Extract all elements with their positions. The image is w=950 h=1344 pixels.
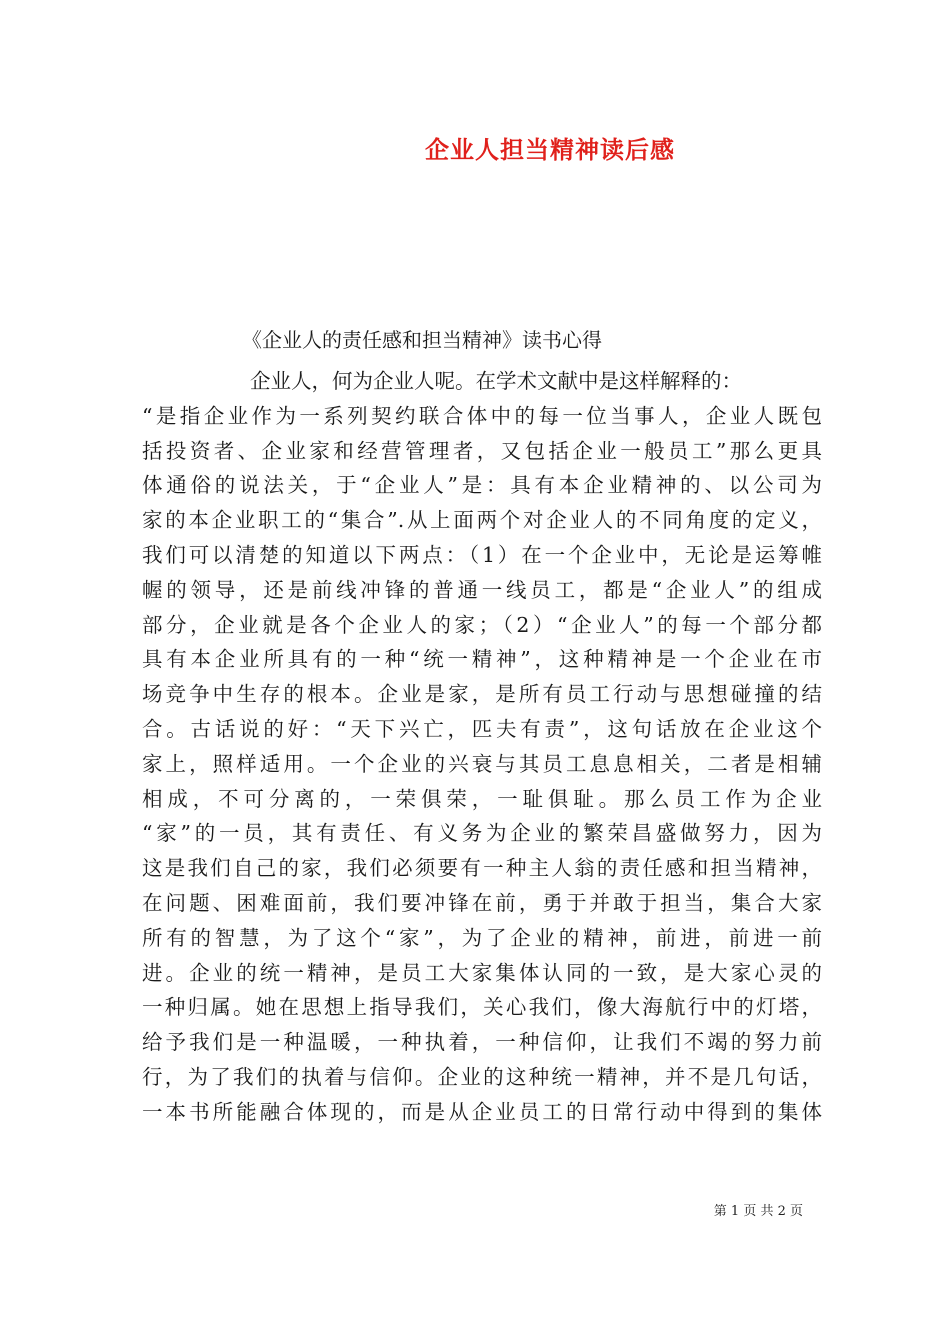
document-subtitle: 《企业人的责任感和担当精神》读书心得 bbox=[242, 328, 602, 352]
body-line: “家”的一员，其有责任、有义务为企业的繁荣昌盛做努力，因为 bbox=[142, 821, 822, 846]
body-line: 幄的领导，还是前线冲锋的普通一线员工，都是“企业人”的组成 bbox=[142, 577, 822, 602]
body-line: 企业人，何为企业人呢。在学术文献中是这样解释的： bbox=[250, 369, 742, 393]
body-line: 我们可以清楚的知道以下两点：（1）在一个企业中，无论是运筹帷 bbox=[142, 542, 822, 567]
body-line: 部分，企业就是各个企业人的家；（2）“企业人”的每一个部分都 bbox=[142, 612, 822, 637]
body-line: 一本书所能融合体现的，而是从企业员工的日常行动中得到的集体 bbox=[142, 1099, 822, 1124]
body-line: 相成，不可分离的，一荣俱荣，一耻俱耻。那么员工作为企业 bbox=[142, 786, 822, 811]
body-text bbox=[142, 364, 822, 1130]
body-line: 给予我们是一种温暖，一种执着，一种信仰，让我们不竭的努力前 bbox=[142, 1030, 822, 1055]
body-line: 一种归属。她在思想上指导我们，关心我们，像大海航行中的灯塔， bbox=[142, 995, 822, 1020]
body-line: 体通俗的说法关，于“企业人”是：具有本企业精神的、以公司为 bbox=[142, 473, 822, 498]
body-line: 在问题、困难面前，我们要冲锋在前，勇于并敢于担当，集合大家 bbox=[142, 890, 822, 915]
body-line: 具有本企业所具有的一种“统一精神”，这种精神是一个企业在市 bbox=[142, 647, 822, 672]
body-line: 家的本企业职工的“集合”.从上面两个对企业人的不同角度的定义， bbox=[142, 508, 822, 533]
body-line: 括投资者、企业家和经营管理者，又包括企业一般员工”那么更具 bbox=[142, 438, 822, 463]
body-line: “是指企业作为一系列契约联合体中的每一位当事人，企业人既包 bbox=[142, 403, 822, 428]
body-line: 这是我们自己的家，我们必须要有一种主人翁的责任感和担当精神， bbox=[142, 856, 822, 881]
body-line: 家上，照样适用。一个企业的兴衰与其员工息息相关，二者是相辅 bbox=[142, 751, 822, 776]
body-line: 进。企业的统一精神，是员工大家集体认同的一致，是大家心灵的 bbox=[142, 960, 822, 985]
body-line: 场竞争中生存的根本。企业是家，是所有员工行动与思想碰撞的结 bbox=[142, 682, 822, 707]
page-number: 第 1 页 共 2 页 bbox=[713, 1204, 803, 1219]
document-title: 企业人担当精神读后感 bbox=[425, 135, 675, 164]
body-line: 行，为了我们的执着与信仰。企业的这种统一精神，并不是几句话， bbox=[142, 1064, 822, 1089]
body-line: 合。古话说的好：“天下兴亡，匹夫有责”，这句话放在企业这个 bbox=[142, 716, 822, 741]
body-line: 所有的智慧，为了这个“家”，为了企业的精神，前进，前进一前 bbox=[142, 925, 822, 950]
